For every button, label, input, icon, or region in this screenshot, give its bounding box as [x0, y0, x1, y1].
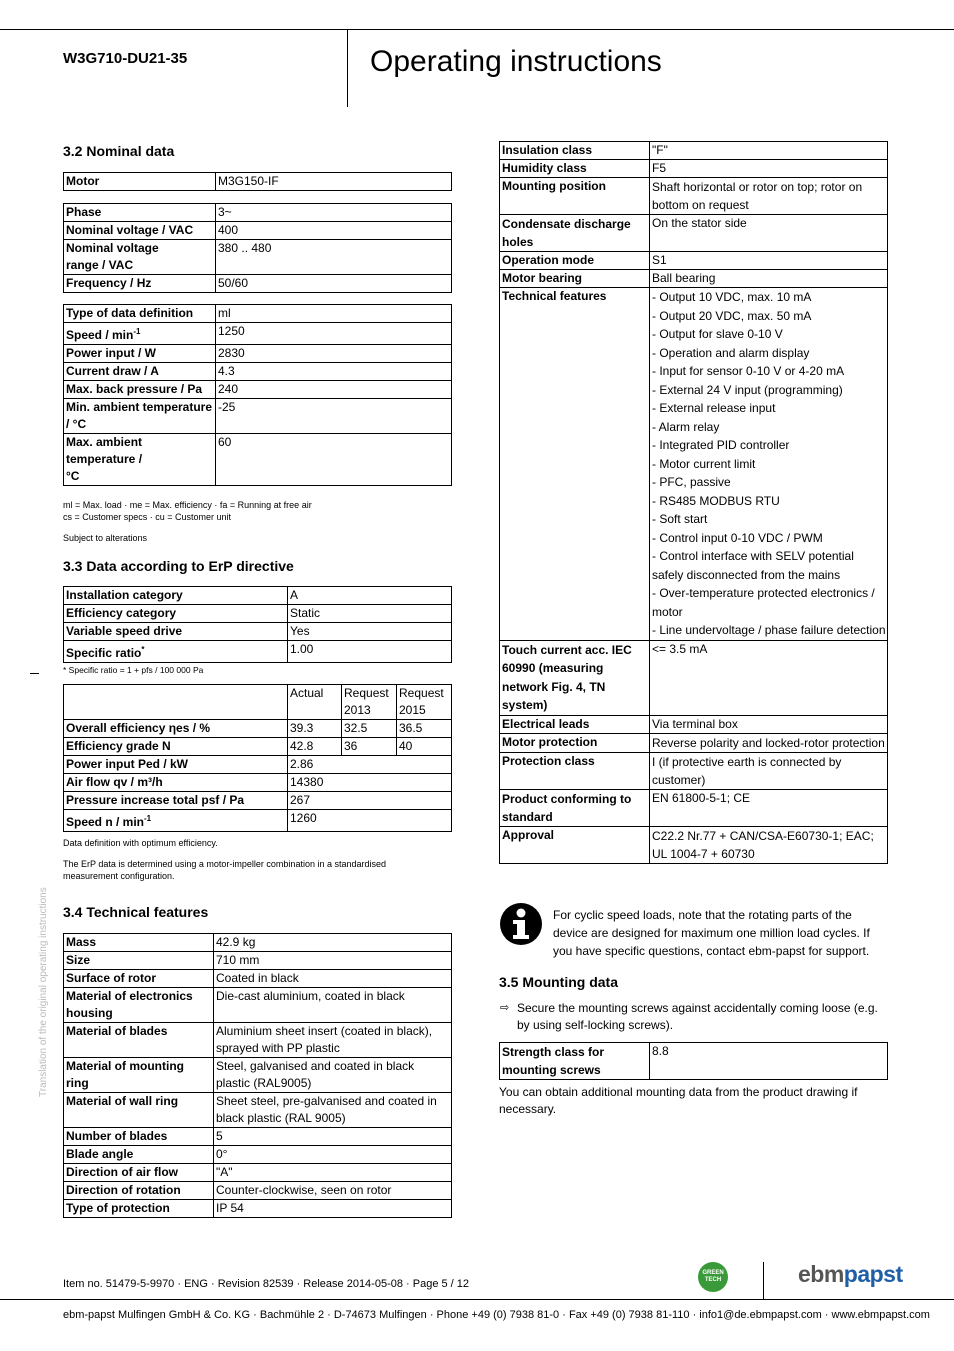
col-header-request-2013: Request 2013: [342, 685, 397, 720]
list-item: - Integrated PID controller: [652, 438, 790, 452]
erp-note-1: Data definition with optimum efficiency.: [63, 838, 218, 848]
table-row: [64, 605, 452, 623]
cell-key: Number of blades: [64, 1128, 214, 1146]
cell-value: 400: [216, 222, 452, 240]
table-row: [64, 240, 452, 275]
cell-key: Current draw / A: [64, 363, 216, 381]
cell-value: Counter-clockwise, seen on rotor: [214, 1182, 452, 1200]
cell-key: Touch current acc. IEC 60990 (measuring network Fig. 4, TN system): [500, 640, 650, 715]
table-row: [500, 789, 888, 826]
table-row: [64, 345, 452, 363]
col-header-request-2015: Request 2015: [397, 685, 452, 720]
list-item: - Output 10 VDC, max. 10 mA: [652, 290, 812, 304]
cell-key: [64, 323, 216, 345]
cell-req2015: 36.5: [397, 720, 452, 738]
section-3-5-heading: 3.5 Mounting data: [499, 974, 618, 990]
table-row: [500, 178, 888, 215]
list-item: - Control interface with SELV potential safely disconnected from the mains: [652, 549, 854, 582]
table-row: [500, 160, 888, 178]
cell-value: 5: [214, 1128, 452, 1146]
cell-value: 1.00: [288, 641, 452, 663]
cell-value: EN 61800-5-1; CE: [650, 789, 888, 826]
list-item: - Operation and alarm display: [652, 345, 810, 360]
table-row: [64, 1146, 452, 1164]
table-row: [64, 381, 452, 399]
cell-value: I (if protective earth is connected by customer): [650, 752, 888, 789]
info-icon: [499, 902, 543, 946]
list-item: - Soft start: [652, 512, 708, 526]
arrow-bullet-icon: ⇨: [500, 1002, 510, 1014]
table-row: [64, 1182, 452, 1200]
table-row: [64, 305, 452, 323]
cell-value: Die-cast aluminium, coated in black: [214, 988, 452, 1023]
table-row: [64, 275, 452, 293]
table-row: [64, 204, 452, 222]
table-row: [64, 1164, 452, 1182]
cell-value: S1: [650, 252, 888, 270]
cell-key: Motor: [64, 173, 216, 191]
table-row: [64, 970, 452, 988]
cell-key: Blade angle: [64, 1146, 214, 1164]
cell-value: 1260: [288, 810, 452, 832]
cell-value: F5: [650, 160, 888, 178]
cell-value: Steel, galvanised and coated in black plastic (RAL9005): [214, 1058, 452, 1093]
cell-value: Ball bearing: [650, 270, 888, 288]
legend-line: cs = Customer specs · cu = Customer unit: [63, 512, 232, 522]
table-row: [64, 1093, 452, 1128]
table-row: [500, 288, 888, 641]
table-row: [64, 1128, 452, 1146]
mounting-instruction: Secure the mounting screws against accidentally coming loose (e.g. by using self-locking screws).: [517, 1001, 878, 1032]
page-title: Operating instructions: [370, 45, 662, 78]
cell-value: Sheet steel, pre-galvanised and coated in black plastic (RAL 9005): [214, 1093, 452, 1128]
green-tech-badge: GREEN TECH: [698, 1262, 728, 1292]
cell-key: Strength class for mounting screws: [500, 1043, 650, 1080]
list-item: - External release input: [652, 401, 776, 415]
table-row: [500, 715, 888, 733]
cell-key: Overall efficiency ηes / %: [64, 720, 288, 738]
cell-value: 60: [216, 434, 452, 486]
cell-value: On the stator side: [650, 215, 888, 252]
side-note: Translation of the original operating instructions: [38, 887, 49, 1097]
cell-key: Pressure increase total psf / Pa: [64, 792, 288, 810]
cell-key: Frequency / Hz: [64, 275, 216, 293]
cell-key: Air flow qv / m³/h: [64, 774, 288, 792]
cell-value: Via terminal box: [650, 715, 888, 733]
cell-key: Type of data definition: [64, 305, 216, 323]
table-header-row: [64, 685, 452, 720]
cell-key: Variable speed drive: [64, 623, 288, 641]
list-item: - Over-temperature protected electronics / motor: [652, 586, 875, 619]
section-3-4-heading: 3.4 Technical features: [63, 904, 209, 920]
cell-value: 2830: [216, 345, 452, 363]
technical-features-table: [63, 933, 452, 1218]
cell-key: Material of blades: [64, 1023, 214, 1058]
section-3-2-heading: 3.2 Nominal data: [63, 143, 175, 159]
table-row: [500, 1043, 888, 1080]
table-row: [64, 363, 452, 381]
cell-key: Condensate discharge holes: [500, 215, 650, 252]
table-row: [500, 752, 888, 789]
cell-req2013: 36: [342, 738, 397, 756]
table-row: [64, 792, 452, 810]
cell-key: Min. ambient temperature / °C: [64, 399, 216, 434]
cell-value: C22.2 Nr.77 + CAN/CSA-E60730-1; EAC; UL 1004-7 + 60730: [650, 826, 888, 863]
table-row: [64, 1058, 452, 1093]
right-data-table: [499, 141, 888, 864]
table-row: [64, 1200, 452, 1218]
cell-key: Size: [64, 952, 214, 970]
cell-value: Yes: [288, 623, 452, 641]
logo-papst: papst: [843, 1261, 903, 1287]
cell-value: 380 .. 480: [216, 240, 452, 275]
table-row: [64, 399, 452, 434]
table-row: [64, 641, 452, 663]
cell-req2015: 40: [397, 738, 452, 756]
operating-data-table: [63, 304, 452, 486]
cell-actual: 42.8: [288, 738, 342, 756]
cell-value: IP 54: [214, 1200, 452, 1218]
table-row: [64, 738, 452, 756]
cell-key: Type of protection: [64, 1200, 214, 1218]
table-row: [64, 222, 452, 240]
list-item: - External 24 V input (programming): [652, 382, 843, 397]
specific-ratio-footnote: * Specific ratio = 1 + pfs / 100 000 Pa: [63, 665, 204, 675]
cell-value: 1250: [216, 323, 452, 345]
cell-key: Surface of rotor: [64, 970, 214, 988]
efficiency-table: [63, 684, 452, 832]
item-info: Item no. 51479-5-9970 · ENG · Revision 82539 · Release 2014-05-08 · Page 5 / 12: [63, 1278, 470, 1290]
cell-value: 0°: [214, 1146, 452, 1164]
list-item: - Input for sensor 0-10 V or 4-20 mA: [652, 364, 845, 378]
cell-key: Max. back pressure / Pa: [64, 381, 216, 399]
mounting-table: [499, 1042, 888, 1080]
cell-key: Technical features: [500, 288, 650, 641]
cell-req2013: 32.5: [342, 720, 397, 738]
erp-note-2: The ErP data is determined using a motor-impeller combination in a standardised measurement configuration.: [63, 859, 387, 881]
cell-value: Reverse polarity and locked-rotor protection: [650, 733, 888, 752]
table-row: [500, 733, 888, 752]
list-item: - RS485 MODBUS RTU: [652, 493, 780, 508]
ebmpapst-logo: [798, 1261, 903, 1288]
cell-value: 240: [216, 381, 452, 399]
table-row: [64, 173, 452, 191]
cell-value: 14380: [288, 774, 452, 792]
cell-key: Installation category: [64, 587, 288, 605]
cell-value: Coated in black: [214, 970, 452, 988]
technical-features-list: [650, 288, 888, 641]
margin-tick: [30, 673, 39, 674]
data-legend: [63, 499, 451, 523]
legend-line: ml = Max. load · me = Max. efficiency · fa = Running at free air: [63, 500, 312, 510]
company-info: ebm-papst Mulfingen GmbH & Co. KG · Bachmühle 2 · D-74673 Mulfingen · Phone +49 (0) 7938 81-0 · Fax +49 (0) 7938 81-110 · info1@de.ebmpapst.com · www.ebmpapst.com: [63, 1309, 930, 1321]
cell-key: Mass: [64, 934, 214, 952]
table-row: [500, 270, 888, 288]
list-item: - Alarm relay: [652, 419, 720, 434]
cell-key: Direction of air flow: [64, 1164, 214, 1182]
cell-key: Humidity class: [500, 160, 650, 178]
cell-key: Operation mode: [500, 252, 650, 270]
cell-key: Product conforming to standard: [500, 789, 650, 826]
cell-key: Insulation class: [500, 142, 650, 160]
cell-key: Max. ambient temperature / °C: [64, 434, 216, 486]
cell-value: 50/60: [216, 275, 452, 293]
motor-table: [63, 172, 452, 191]
cell-value: "F": [650, 142, 888, 160]
list-item: - Line undervoltage / phase failure detection: [652, 623, 886, 637]
cell-value: 710 mm: [214, 952, 452, 970]
table-row: [64, 810, 452, 832]
section-3-3-heading: 3.3 Data according to ErP directive: [63, 558, 294, 574]
cell-key: Nominal voltage / VAC: [64, 222, 216, 240]
list-item: - Output 20 VDC, max. 50 mA: [652, 308, 812, 323]
cell-value: 8.8: [650, 1043, 888, 1080]
list-item: - PFC, passive: [652, 475, 731, 489]
table-row: [64, 323, 452, 345]
header-top-rule: [0, 29, 954, 30]
key-superscript: -1: [144, 814, 152, 823]
cell-value: 267: [288, 792, 452, 810]
cell-key: Mounting position: [500, 178, 650, 215]
cell-value: ml: [216, 305, 452, 323]
table-row: [500, 826, 888, 863]
cell-value: Shaft horizontal or rotor on top; rotor on bottom on request: [650, 178, 888, 215]
key-text: Speed n / min: [66, 815, 145, 829]
cell-key: Motor bearing: [500, 270, 650, 288]
cell-value: M3G150-IF: [216, 173, 452, 191]
cell-value: Static: [288, 605, 452, 623]
footer-logo-divider: [763, 1262, 764, 1300]
table-row: [64, 623, 452, 641]
cell-key: Motor protection: [500, 733, 650, 752]
table-row: [64, 720, 452, 738]
cell-actual: 39.3: [288, 720, 342, 738]
cell-key: Power input / W: [64, 345, 216, 363]
cell-key: [64, 641, 288, 663]
key-text: Specific ratio: [66, 646, 142, 660]
empty-header-cell: [64, 685, 288, 720]
logo-ebm: ebm: [798, 1261, 844, 1287]
list-item: - Output for slave 0-10 V: [652, 327, 783, 341]
header-divider: [347, 29, 348, 107]
cell-value: 2.86: [288, 756, 452, 774]
cell-key: Material of electronics housing: [64, 988, 214, 1023]
cell-value: 42.9 kg: [214, 934, 452, 952]
cell-key: Direction of rotation: [64, 1182, 214, 1200]
mounting-note: You can obtain additional mounting data from the product drawing if necessary.: [499, 1085, 858, 1116]
table-row: [500, 252, 888, 270]
list-item: - Motor current limit: [652, 456, 756, 471]
table-row: [64, 774, 452, 792]
cell-value: 3~: [216, 204, 452, 222]
cell-key: Protection class: [500, 752, 650, 789]
table-row: [64, 934, 452, 952]
cell-value: A: [288, 587, 452, 605]
electrical-table: [63, 203, 452, 293]
table-row: [64, 988, 452, 1023]
table-row: [500, 142, 888, 160]
cell-value: <= 3.5 mA: [650, 640, 888, 715]
key-text: Speed / min: [66, 328, 134, 342]
cell-key: Material of mounting ring: [64, 1058, 214, 1093]
table-row: [64, 587, 452, 605]
cell-key: Material of wall ring: [64, 1093, 214, 1128]
cell-value: "A": [214, 1164, 452, 1182]
cell-value: -25: [216, 399, 452, 434]
subject-to-alterations: Subject to alterations: [63, 533, 148, 543]
model-number: W3G710-DU21-35: [63, 50, 188, 67]
info-note-text: For cyclic speed loads, note that the rotating parts of the device are designed for maximum one million load cycles. If you have specific questions, contact ebm-papst for support.: [553, 908, 870, 958]
col-header-actual: Actual: [288, 685, 342, 720]
key-superscript: *: [141, 645, 145, 654]
table-row: [64, 952, 452, 970]
table-row: [64, 756, 452, 774]
table-row: [500, 215, 888, 252]
table-row: [64, 434, 452, 486]
erp-table: [63, 586, 452, 663]
cell-key: Phase: [64, 204, 216, 222]
cell-key: Efficiency category: [64, 605, 288, 623]
cell-key: [64, 810, 288, 832]
cell-value: 4.3: [216, 363, 452, 381]
key-superscript: -1: [133, 327, 141, 336]
table-row: [500, 640, 888, 715]
cell-key: Nominal voltage range / VAC: [64, 240, 216, 275]
cell-key: Power input Ped / kW: [64, 756, 288, 774]
cell-key: Approval: [500, 826, 650, 863]
cell-value: Aluminium sheet insert (coated in black), sprayed with PP plastic: [214, 1023, 452, 1058]
list-item: - Control input 0-10 VDC / PWM: [652, 530, 823, 545]
cell-key: Electrical leads: [500, 715, 650, 733]
cell-key: Efficiency grade N: [64, 738, 288, 756]
footer-rule: [0, 1299, 954, 1300]
table-row: [64, 1023, 452, 1058]
